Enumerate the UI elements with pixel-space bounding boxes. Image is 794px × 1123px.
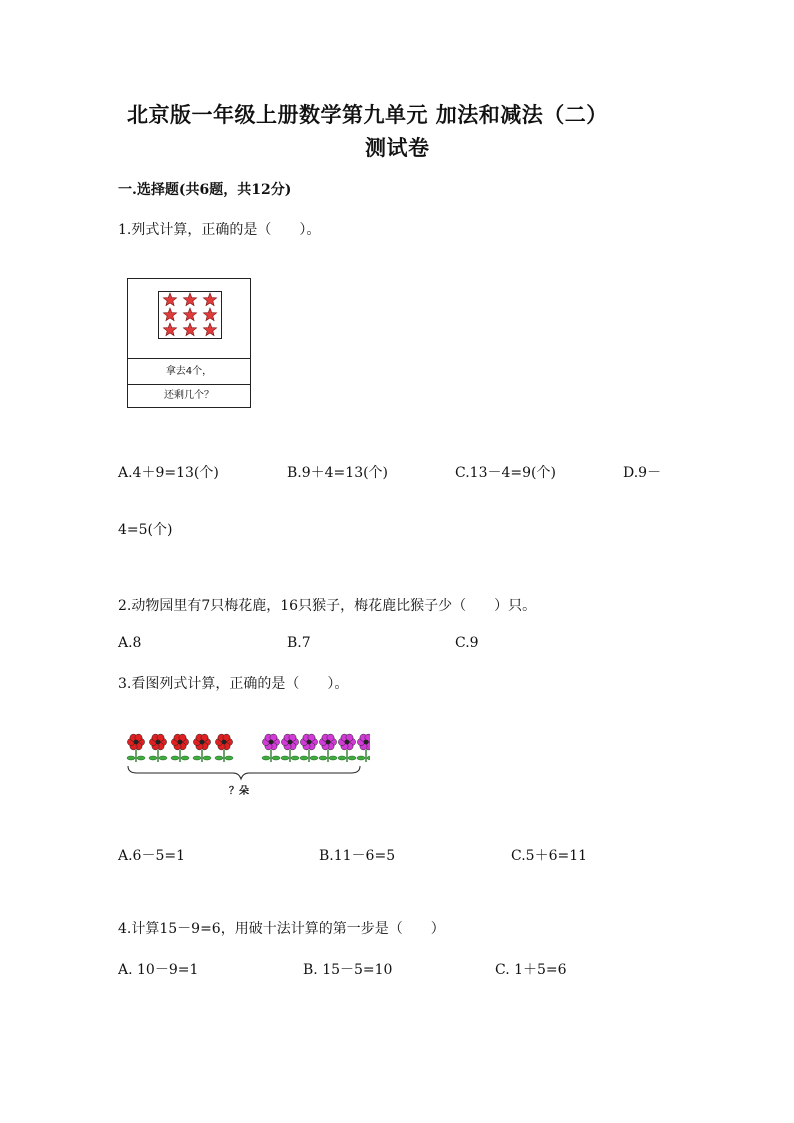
star-icon (163, 293, 176, 306)
q1-option-c[interactable]: C.13－4=9(个) (455, 465, 556, 481)
star-icon (183, 308, 196, 321)
q3-option-a[interactable]: A.6－5=1 (118, 848, 186, 864)
figure-row-take-away: 拿去4个， (128, 359, 250, 385)
red-flower-icon (171, 734, 189, 762)
purple-flower-icon (262, 734, 280, 762)
page-title-line1: 北京版一年级上册数学第九单元 加法和减法（二） (127, 102, 608, 127)
question-3-stem: 3.看图列式计算，正确的是（ ）。 (118, 676, 349, 692)
red-flower-icon (193, 734, 211, 762)
flower-caption: ？朵 (229, 786, 249, 797)
purple-flower-icon (357, 734, 370, 762)
star-icon (203, 323, 216, 336)
red-flower-icon (127, 734, 145, 762)
question-1-stem: 1.列式计算，正确的是（ ）。 (118, 222, 321, 238)
star-icon (163, 308, 176, 321)
q1-option-d[interactable]: D.9－ (623, 465, 662, 481)
q4-option-c[interactable]: C. 1＋5=6 (495, 962, 567, 978)
section-heading: 一.选择题(共6题，共12分) (118, 182, 292, 198)
q2-option-c[interactable]: C.9 (455, 635, 479, 651)
star-icon (203, 308, 216, 321)
purple-flower-icon (338, 734, 356, 762)
purple-flower-icon (319, 734, 337, 762)
star-icon (203, 293, 216, 306)
brace-icon (128, 766, 360, 779)
q1-option-d-continued[interactable]: 4=5(个) (118, 522, 173, 538)
question-2-stem: 2.动物园里有7只梅花鹿，16只猴子，梅花鹿比猴子少（ ）只。 (118, 598, 537, 614)
question-4-stem: 4.计算15－9=6，用破十法计算的第一步是（ ） (118, 921, 445, 937)
purple-flower-icon (281, 734, 299, 762)
star-icon (163, 323, 176, 336)
q2-option-a[interactable]: A.8 (118, 635, 142, 651)
star-icon (183, 323, 196, 336)
star-grid (159, 292, 221, 338)
q3-option-c[interactable]: C.5＋6=11 (511, 848, 588, 864)
q1-option-b[interactable]: B.9＋4=13(个) (287, 465, 389, 481)
q1-option-a[interactable]: A.4＋9=13(个) (118, 465, 219, 481)
red-flower-icon (215, 734, 233, 762)
q4-option-a[interactable]: A. 10－9=1 (118, 962, 199, 978)
page-title-line2: 测试卷 (365, 135, 430, 160)
q3-option-b[interactable]: B.11－6=5 (319, 848, 396, 864)
star-frame (158, 291, 222, 339)
figure-row-remaining: 还剩几个？ (164, 390, 214, 401)
star-icon (183, 293, 196, 306)
red-flower-icon (149, 734, 167, 762)
q2-option-b[interactable]: B.7 (287, 635, 311, 651)
q4-option-b[interactable]: B. 15－5=10 (303, 962, 393, 978)
purple-flower-icon (300, 734, 318, 762)
star-picture (128, 279, 250, 359)
question-1-figure (127, 278, 251, 408)
